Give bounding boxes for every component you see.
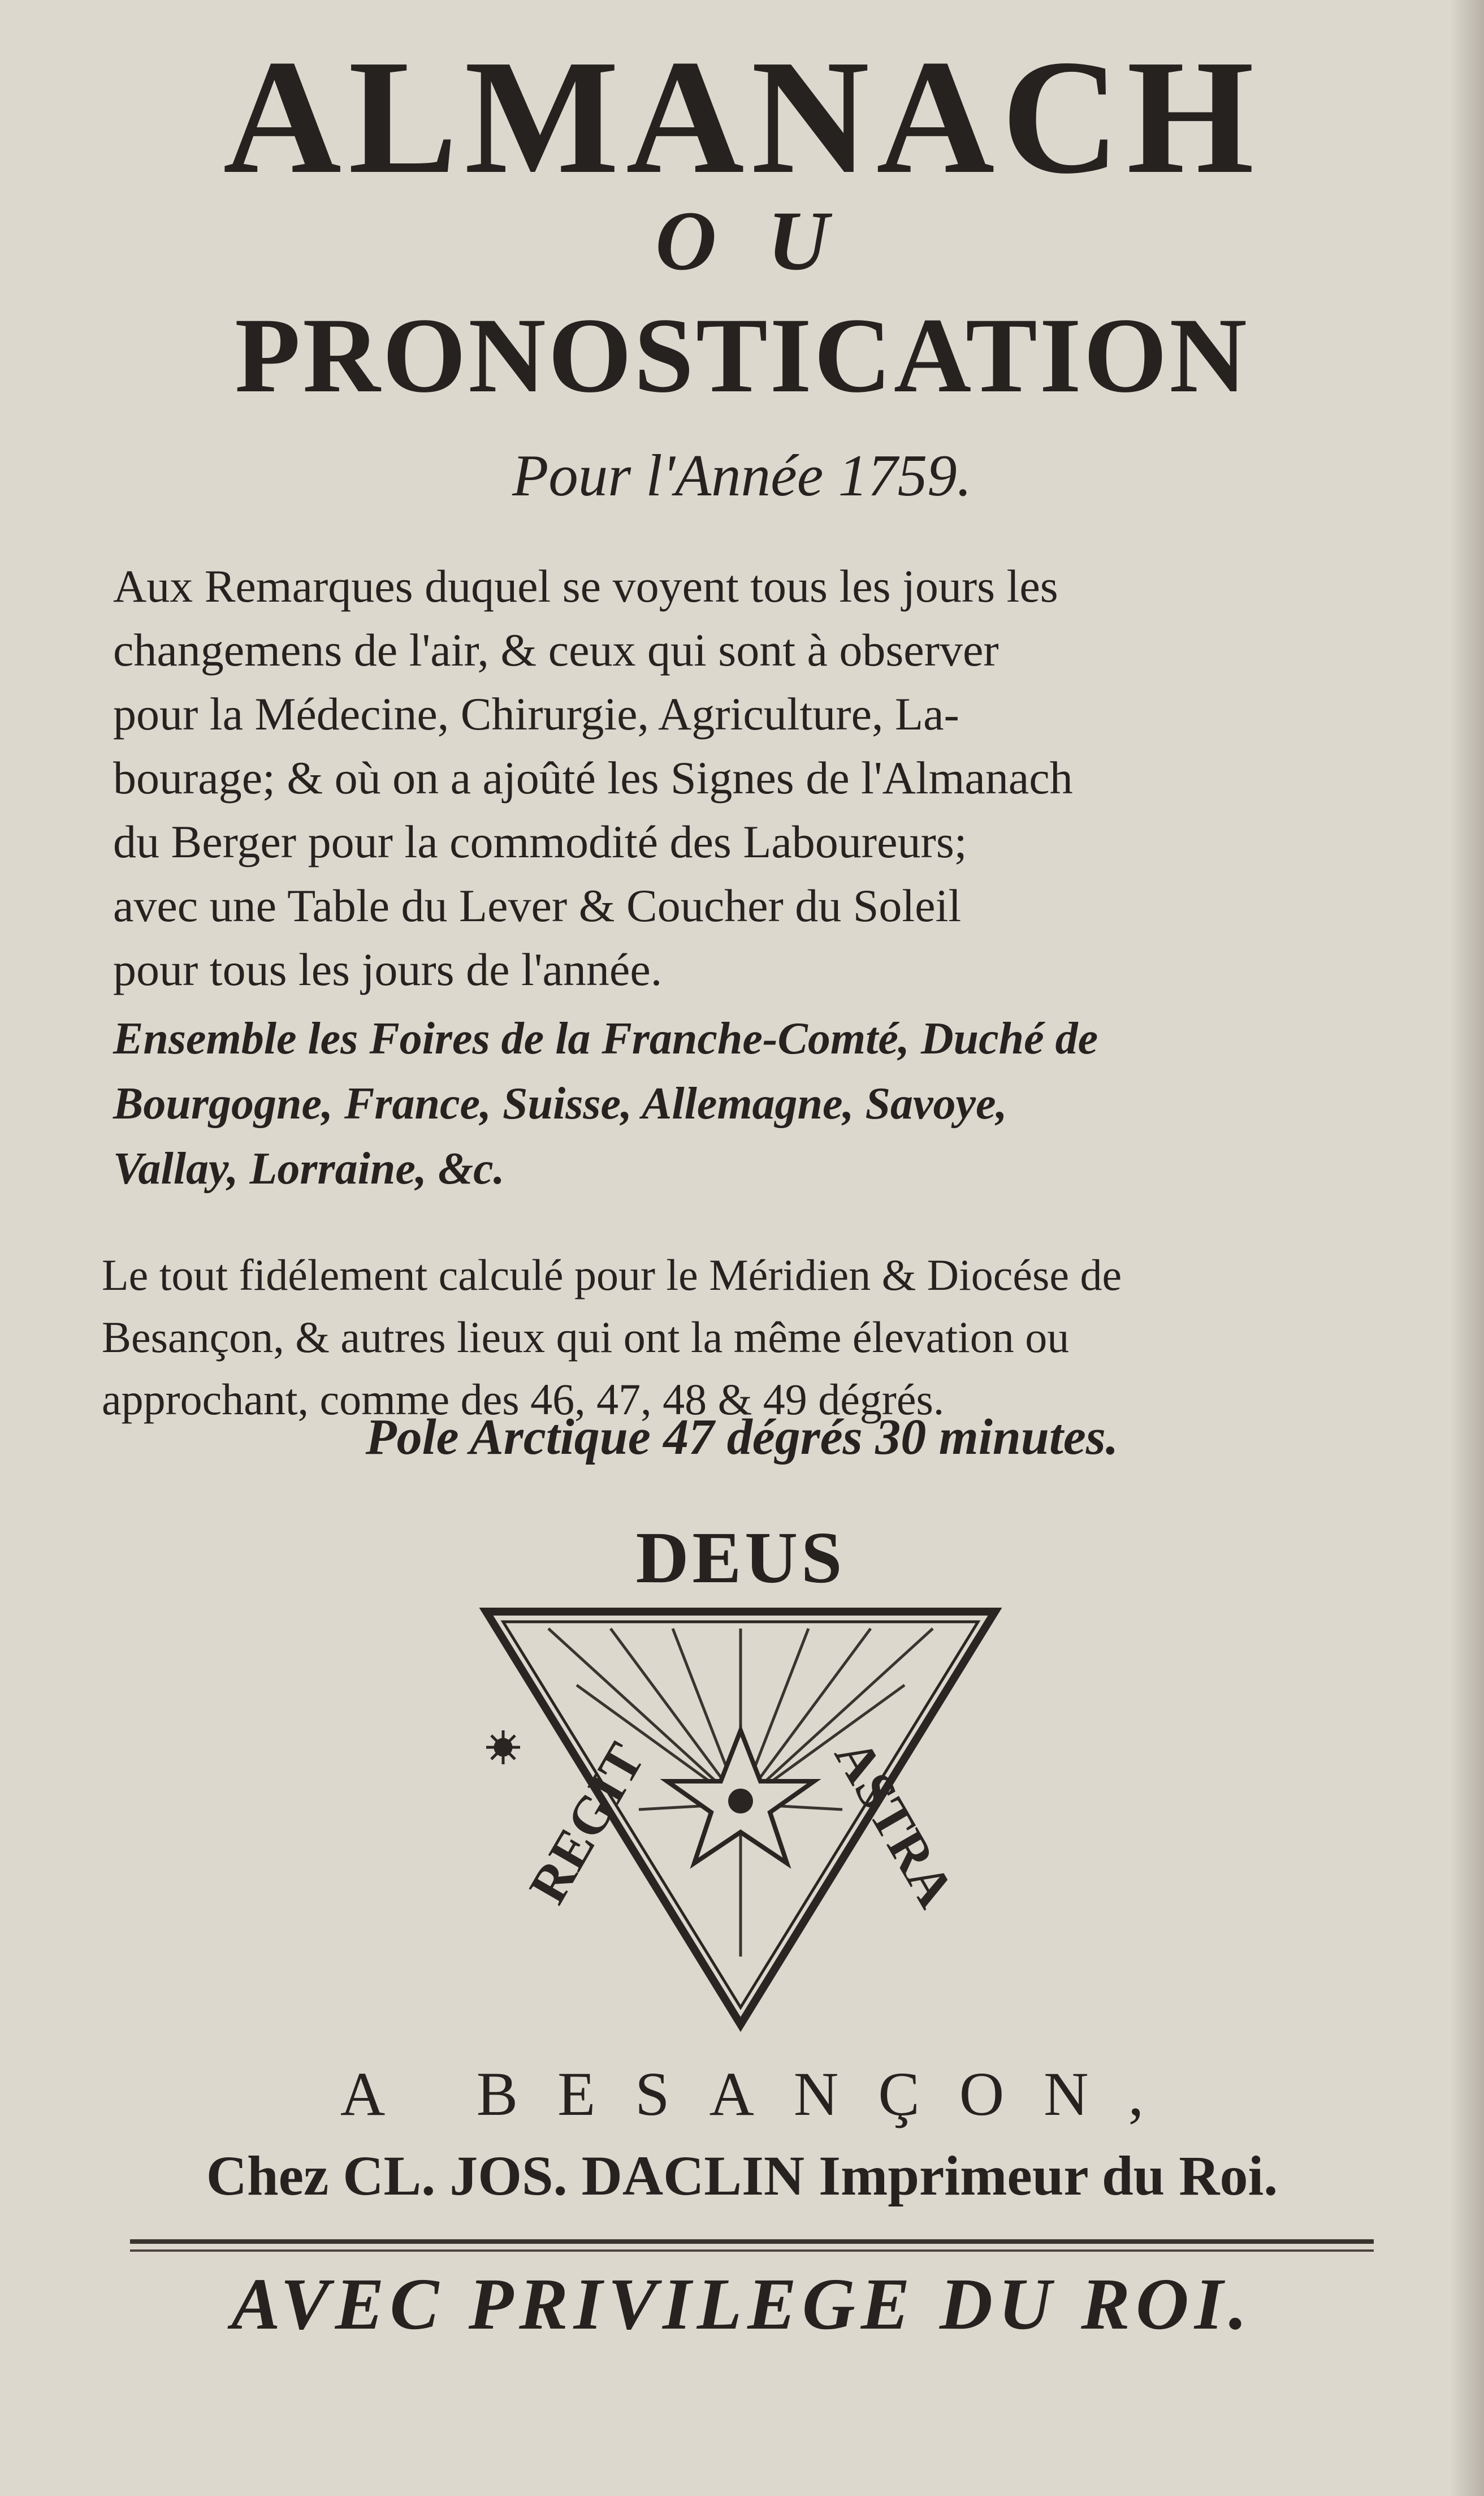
sun-icon bbox=[486, 1730, 520, 1764]
printer-emblem bbox=[469, 1515, 1012, 2053]
title-ou: OU bbox=[655, 194, 880, 288]
description-line: changemens de l'air, & ceux qui sont à observer bbox=[113, 624, 999, 676]
description-paragraph bbox=[113, 554, 1413, 1001]
title-almanach: ALMANACH bbox=[223, 26, 1261, 208]
description-line: bourage; & où on a ajoûté les Signes de l'Almanach bbox=[113, 752, 1073, 804]
description-line: avec une Table du Lever & Coucher du Soleil bbox=[113, 880, 962, 931]
calculation-line: Le tout fidélement calculé pour le Méridien & Diocése de bbox=[102, 1250, 1122, 1299]
fairs-line: Vallay, Lorraine, &c. bbox=[113, 1144, 505, 1194]
title-pronostication: PRONOSTICATION bbox=[235, 296, 1249, 415]
divider-rule bbox=[130, 2239, 1374, 2244]
description-line: du Berger pour la commodité des Laboureurs; bbox=[113, 816, 967, 867]
fairs-paragraph bbox=[113, 1007, 1413, 1202]
pole-line: Pole Arctique 47 dégrés 30 minutes. bbox=[365, 1409, 1119, 1465]
royal-privilege: AVEC PRIVILEGE DU ROI. bbox=[231, 2264, 1253, 2345]
page-edge-shadow bbox=[1450, 0, 1484, 2496]
emblem-triangle bbox=[469, 1515, 1012, 2053]
imprint-city: A BESANÇON, bbox=[340, 2059, 1184, 2128]
imprint-printer: Chez CL. JOS. DACLIN Imprimeur du Roi. bbox=[206, 2144, 1278, 2207]
description-line: pour tous les jours de l'année. bbox=[113, 944, 663, 995]
emblem-deus-label: DEUS bbox=[635, 1517, 846, 1599]
divider-rule-thin bbox=[130, 2249, 1374, 2252]
emblem-left-word: REGIT bbox=[517, 1733, 656, 1914]
description-line: Aux Remarques duquel se voyent tous les jours les bbox=[113, 560, 1058, 612]
calculation-line: approchant, comme des 46, 47, 48 & 49 dégrés. bbox=[102, 1375, 945, 1424]
emblem-right-word: ASTRA bbox=[823, 1729, 967, 1917]
calculation-line: Besançon, & autres lieux qui ont la même élevation ou bbox=[102, 1312, 1070, 1362]
fairs-line: Ensemble les Foires de la Franche-Comté, Duché de bbox=[113, 1014, 1098, 1064]
fairs-line: Bourgogne, France, Suisse, Allemagne, Savoye, bbox=[113, 1079, 1007, 1129]
description-line: pour la Médecine, Chirurgie, Agriculture, La- bbox=[113, 688, 959, 740]
calculation-paragraph bbox=[102, 1244, 1413, 1431]
year-line: Pour l'Année 1759. bbox=[512, 442, 972, 508]
